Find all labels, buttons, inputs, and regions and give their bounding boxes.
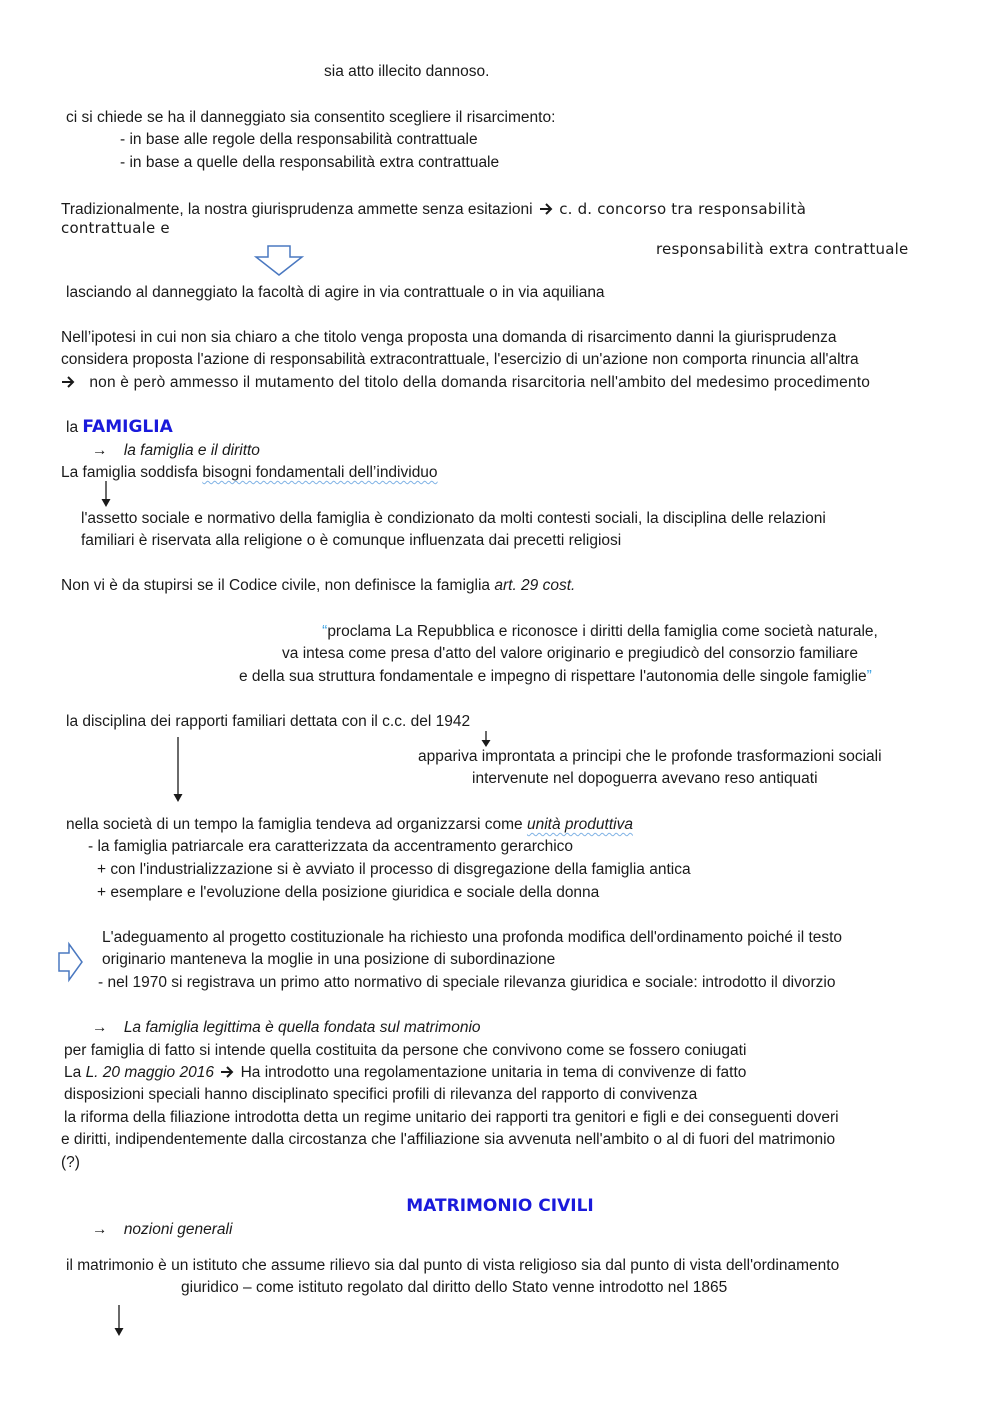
arrow-right-icon — [61, 376, 75, 388]
text-line: per famiglia di fatto si intende quella costituita da persone che convivono come se fossero coniugati — [64, 1042, 747, 1059]
text-fragment: La famiglia soddisfa — [61, 464, 198, 481]
text-line — [61, 463, 438, 483]
arrow-right-icon — [220, 1066, 234, 1078]
subheading — [92, 1220, 232, 1240]
list-item: - in base alle regole della responsabilità contrattuale — [120, 131, 478, 148]
arrow-right-icon: → — [92, 1019, 108, 1036]
list-item: + con l'industrializzazione si è avviato il processo di disgregazione della famiglia antica — [97, 861, 691, 878]
subheading-text: La famiglia legittima è quella fondata sul matrimonio — [123, 1019, 481, 1036]
text-fragment: La — [64, 1064, 82, 1081]
text-fragment: Non vi è da stupirsi se il Codice civile, non definisce la famiglia — [61, 577, 491, 594]
subheading — [92, 1018, 481, 1038]
quote-line — [239, 667, 872, 687]
arrow-right-icon: → — [92, 442, 108, 459]
text-line: e diritti, indipendentemente dalla circostanza che l'affiliazione sia avvenuta nell'ambito o al di fuori del matrimonio — [61, 1131, 836, 1148]
text-line: appariva improntata a principi che le profonde trasformazioni sociali — [418, 748, 882, 765]
text-fragment: Ha introdotto una regolamentazione unitaria in tema di convivenze di fatto — [240, 1064, 747, 1081]
subheading-text: la famiglia e il diritto — [123, 442, 260, 459]
heading-matrimonio: MATRIMONIO CIVILI — [406, 1196, 594, 1216]
open-quote: “ — [322, 623, 328, 640]
text-line: disposizioni speciali hanno disciplinato specifici profili di rilevanza del rapporto di convivenza — [64, 1086, 698, 1103]
arrow-down-icon — [113, 1305, 125, 1339]
arrow-down-icon — [100, 481, 112, 509]
down-block-arrow-icon — [255, 245, 305, 277]
quote-line — [180, 622, 1000, 642]
section-heading — [0, 1196, 1000, 1217]
text-fragment: nella società di un tempo la famiglia tendeva ad organizzarsi come — [66, 816, 523, 833]
text-line: intervenute nel dopoguerra avevano reso antiquati — [472, 770, 818, 787]
text-line: sia atto illecito dannoso. — [324, 63, 490, 80]
arrow-down-icon — [172, 737, 184, 805]
text-fragment: Tradizionalmente, la nostra giurisprudenza ammette senza esitazioni — [61, 201, 533, 218]
quote-line: va intesa come presa d'atto del valore originario e pregiudicò del consorzio familiare — [282, 645, 858, 662]
text-line: la disciplina dei rapporti familiari dettata con il c.c. del 1942 — [66, 713, 471, 730]
subheading — [92, 441, 260, 461]
text-line: considera proposta l'azione di responsabilità extracontrattuale, l'esercizio di un'azione non comporta rinuncia all'altra — [61, 351, 859, 368]
heading-prefix: la — [66, 419, 79, 436]
text-line: familiari è riservata alla religione o è comunque influenzata dai precetti religiosi — [81, 532, 622, 549]
list-item: - nel 1970 si registrava un primo atto normativo di speciale rilevanza giuridica e sociale: introdotto il divorzio — [98, 974, 836, 991]
underlined-phrase: bisogni fondamentali dell’individuo — [202, 464, 438, 481]
underlined-phrase: unità produttiva — [526, 816, 633, 833]
law-citation: L. 20 maggio 2016 — [85, 1064, 214, 1081]
arrow-right-icon — [539, 203, 553, 215]
text-line — [61, 373, 870, 393]
text-line: il matrimonio è un istituto che assume rilievo sia dal punto di vista religioso sia dal punto di vista dell'ordinamento — [66, 1257, 840, 1274]
list-item: - la famiglia patriarcale era caratterizzata da accentramento gerarchico — [88, 838, 574, 855]
text-line: responsabilità extra contrattuale — [656, 240, 909, 258]
quote-text: e della sua struttura fondamentale e impegno di rispettare l'autonomia delle singole famiglie — [239, 668, 867, 685]
text-line: contrattuale e — [61, 219, 170, 237]
text-line: Nell’ipotesi in cui non sia chiaro a che titolo venga proposta una domanda di risarcimento danni la giurisprudenza — [61, 329, 837, 346]
text-line: l'assetto sociale e normativo della famiglia è condizionato da molti contesti sociali, la disciplina delle relazioni — [81, 510, 826, 527]
list-item: - in base a quelle della responsabilità extra contrattuale — [120, 154, 500, 171]
text-fragment: non è però ammesso il mutamento del titolo della domanda risarcitoria nell'ambito del medesimo procedimento — [89, 374, 871, 391]
arrow-right-icon: → — [92, 1221, 108, 1238]
citation: art. 29 cost. — [494, 577, 576, 594]
text-line — [61, 199, 806, 220]
close-quote: ” — [866, 668, 872, 685]
quote-text: proclama La Repubblica e riconosce i diritti della famiglia come società naturale, — [327, 623, 878, 640]
section-heading — [66, 417, 173, 438]
list-item: + esemplare e l'evoluzione della posizione giuridica e sociale della donna — [97, 884, 600, 901]
text-line: ci si chiede se ha il danneggiato sia consentito scegliere il risarcimento: — [66, 109, 556, 126]
text-line: la riforma della filiazione introdotta detta un regime unitario dei rapporti tra genitori e figli e dei conseguenti doveri — [64, 1109, 839, 1126]
text-line — [61, 576, 575, 596]
text-line — [64, 1063, 746, 1083]
text-fragment: c. d. concorso tra responsabilità — [559, 200, 807, 218]
text-line: giuridico – come istituto regolato dal diritto dello Stato venne introdotto nel 1865 — [181, 1279, 728, 1296]
subheading-text: nozioni generali — [123, 1221, 233, 1238]
text-line: L'adeguamento al progetto costituzionale ha richiesto una profonda modifica dell'ordinamento poiché il testo — [102, 929, 843, 946]
text-line: originario manteneva la moglie in una posizione di subordinazione — [102, 951, 556, 968]
text-line — [66, 815, 633, 835]
heading-famiglia: FAMIGLIA — [82, 417, 173, 437]
right-block-arrow-icon — [58, 943, 84, 983]
text-line: (?) — [61, 1154, 80, 1171]
text-line: lasciando al danneggiato la facoltà di agire in via contrattuale o in via aquiliana — [66, 284, 605, 301]
